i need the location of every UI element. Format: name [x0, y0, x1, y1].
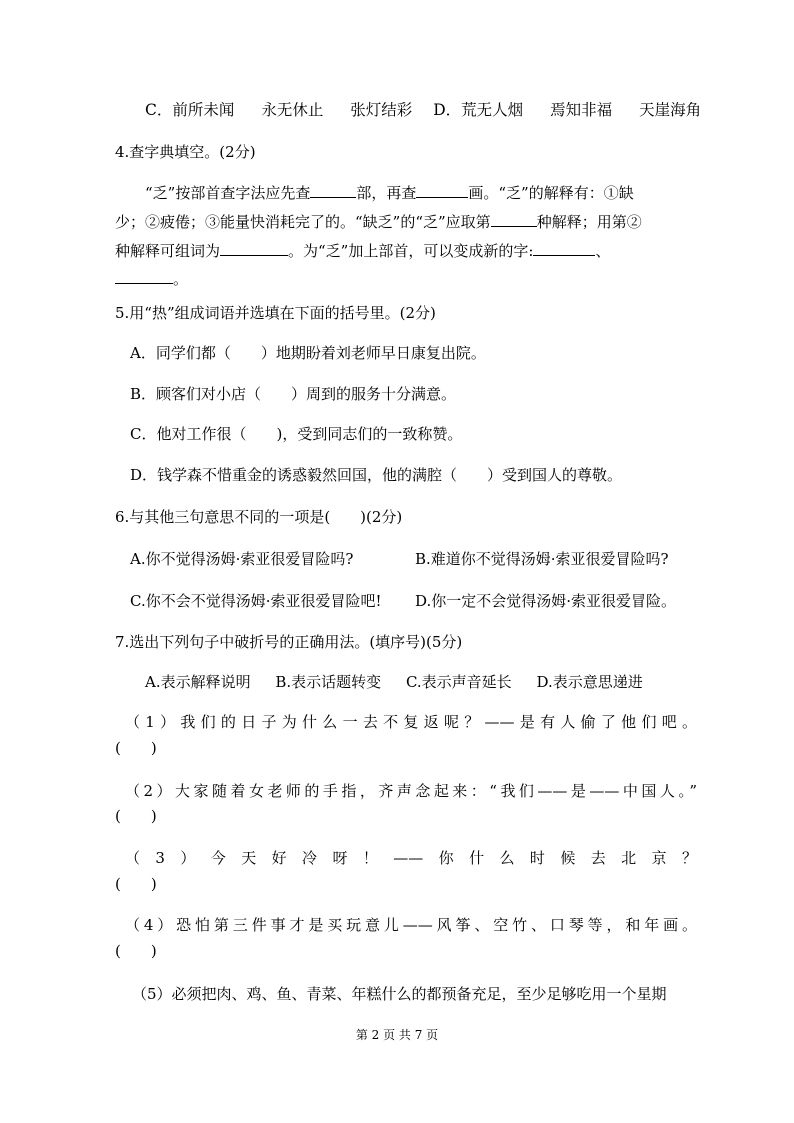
q5-item-c — [130, 424, 462, 444]
option-d-word-1: 荒无人烟 — [461, 101, 524, 119]
q4-text-3c: 、 — [595, 242, 611, 260]
option-row-cd — [145, 100, 701, 120]
q4-text-1b: 部，再查 — [356, 184, 417, 202]
option-c-word-1: 前所未闻 — [172, 101, 235, 119]
question-6-title: 6.与其他三句意思不同的一项是( )(2分) — [115, 508, 403, 526]
option-c-word-2: 永无休止 — [261, 101, 324, 119]
q5-text-c: 他对工作很（ )，受到同志们的一致称赞。 — [156, 425, 463, 443]
q5-label-c: C． — [130, 425, 157, 443]
q4-text-4: 。 — [173, 270, 189, 288]
q6-option-c: C.你不会不觉得汤姆·索亚很爱冒险吧! — [130, 592, 382, 610]
option-c-label: C． — [145, 101, 173, 119]
option-d-word-3: 天崖海角 — [639, 101, 702, 119]
blank-word[interactable] — [220, 240, 288, 256]
q5-item-b — [130, 384, 456, 404]
q4-text-3b: 。为“乏”加上部首，可以变成新的字: — [288, 242, 534, 260]
q5-text-b: 顾客们对小店（ ）周到的服务十分满意。 — [156, 385, 457, 403]
option-d-label: D． — [433, 101, 462, 119]
q5-item-a — [130, 343, 486, 363]
q5-label-b: B． — [130, 385, 157, 403]
blank-new-char-1[interactable] — [533, 240, 595, 256]
q4-text-1a: “乏”按部首查字法应先查 — [145, 184, 311, 202]
q7-sentence-4: （4）恐怕第三件事才是买玩意儿——风筝、空竹、口琴等，和年画。 — [125, 916, 697, 934]
question-4-line-1 — [145, 182, 634, 203]
q7-answer-2[interactable]: ( ) — [115, 807, 157, 825]
q6-option-d: D.你一定不会觉得汤姆·索亚很爱冒险。 — [415, 592, 677, 610]
q7-sentence-2: （2）大家随着女老师的手指，齐声念起来：“我们——是——中国人。” — [125, 782, 697, 800]
q7-option-a: A.表示解释说明 — [145, 673, 251, 691]
question-4-title: 4.查字典填空。(2分) — [115, 143, 256, 161]
q7-option-b: B.表示话题转变 — [275, 673, 382, 691]
question-7-title: 7.选出下列句子中破折号的正确用法。(填序号)(5分) — [115, 633, 463, 651]
q7-answer-4[interactable]: ( ) — [115, 942, 157, 960]
q7-answer-1[interactable]: ( ) — [115, 739, 157, 757]
option-d-word-2: 焉知非福 — [550, 101, 613, 119]
q7-sentence-5: （5）必须把肉、鸡、鱼、青菜、年糕什么的都预备充足，至少足够吃用一个星期 — [132, 985, 667, 1003]
q6-option-b: B.难道你不觉得汤姆·索亚很爱冒险吗? — [415, 550, 669, 568]
blank-new-char-2[interactable] — [115, 268, 173, 284]
q7-sentence-3: （3）今天好冷呀！——你什么时候去北京？ — [125, 849, 697, 867]
q7-options — [145, 672, 643, 692]
q7-answer-3[interactable]: ( ) — [115, 875, 157, 893]
q5-text-a: 同学们都（ ）地期盼着刘老师早日康复出院。 — [155, 344, 486, 362]
q5-text-d: 钱学森不惜重金的诱惑毅然回国，他的满腔（ ）受到国人的尊敬。 — [157, 466, 623, 484]
q4-text-1c: 画。“乏”的解释有：①缺 — [468, 184, 634, 202]
q4-text-2a: 少；②疲倦；③能量快消耗完了的。“缺乏”的“乏”应取第 — [115, 213, 491, 231]
blank-strokes[interactable] — [416, 182, 468, 198]
blank-radical[interactable] — [310, 182, 356, 198]
q5-label-d: D． — [130, 466, 158, 484]
q7-sentence-1: （1）我们的日子为什么一去不复返呢？——是有人偷了他们吧。 — [125, 713, 697, 731]
q5-label-a: A． — [130, 344, 156, 362]
q7-option-c: C.表示声音延长 — [405, 673, 512, 691]
q4-text-3a: 种解释可组词为 — [115, 242, 221, 260]
q7-option-d: D.表示意思递进 — [536, 673, 643, 691]
q5-item-d — [130, 465, 622, 485]
question-4-line-2 — [115, 211, 642, 232]
q6-option-a: A.你不觉得汤姆·索亚很爱冒险吗? — [130, 550, 354, 568]
question-4-line-3 — [115, 240, 610, 261]
option-c-word-3: 张灯结彩 — [350, 101, 413, 119]
question-4-line-4 — [115, 268, 188, 289]
page-footer: 第 2 页 共 7 页 — [355, 1028, 439, 1042]
question-5-title: 5.用“热”组成词语并选填在下面的括号里。(2分) — [115, 304, 436, 322]
q4-text-2b: 种解释；用第② — [536, 213, 642, 231]
blank-meaning-number[interactable] — [491, 211, 537, 227]
